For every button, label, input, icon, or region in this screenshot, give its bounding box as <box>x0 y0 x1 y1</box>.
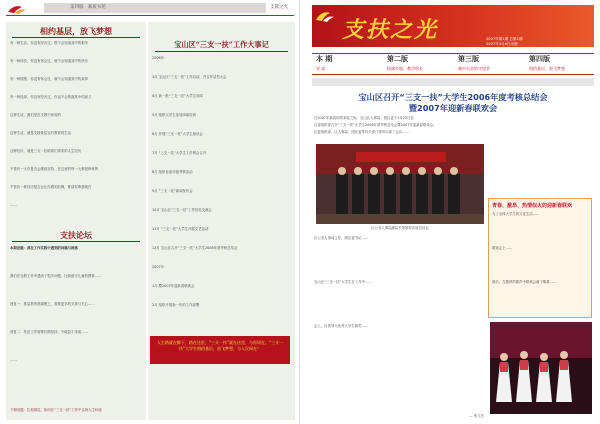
text-line: 有一种生活，你没有经历过，很不会知道其中的艰辛 <box>10 41 88 45</box>
text-line: 这种经历，就是三支一扶给我们带来的人生经历 <box>10 149 82 153</box>
text-line: 区委组织部召开“三支一扶”大学生2006年度考核总结会暨2007年迎新春联欢会。 <box>314 123 437 127</box>
text-line: 有一种体验，你没有体会过，就不会知道其中的快乐 <box>10 59 88 63</box>
forum-footer: 下期话题：扎根基层，如何在“三支一扶”工作中实现人生价值 <box>10 408 102 412</box>
headline-line-2: 暨2007年迎新春联欢会 <box>408 103 498 113</box>
text-line: 有一种情感，你没有体会过，就不会知道其中的真挚 <box>10 77 88 81</box>
publish-date: 2007年3月6日出版 <box>486 42 518 46</box>
text-line: 5月 组织大学生参加岗前培训 <box>152 113 196 117</box>
group-photo <box>316 144 484 224</box>
toc-item-label: 本 期 <box>316 54 333 63</box>
toc-item-label: 第二版 <box>387 54 408 63</box>
news-header-bar <box>312 78 594 86</box>
toc-item-subtitle: 导 读 <box>316 66 326 71</box>
text-line: 会上，区领导为优秀大学生颁奖…… <box>314 324 369 328</box>
text-line: 10月 宝山区“三支一扶”工作经验交流会 <box>152 208 212 212</box>
text-line: 区委组织部、区人事局、团区委等有关部门领导出席了会议…… <box>314 130 409 134</box>
text-line: 我们在支教工作中遇到了很多问题，比如留守儿童的教育…… <box>10 274 102 278</box>
toc-item[interactable] <box>529 54 599 74</box>
promo-text: 人生路就在脚下，路在这里，“三支一扶”就在这里，与你同在。“三支一扶”大学生相约基层，放飞梦想，与人民同在！ <box>156 340 284 351</box>
text-line: 4月 新一批“三支一扶”大学生到岗 <box>152 94 203 98</box>
toc-item-subtitle: 相约基层，放飞梦想 <box>529 66 565 71</box>
issue-number: 2007年第1期 总第1期 <box>486 37 523 41</box>
toc-item[interactable] <box>387 54 457 74</box>
text-line: 11月 “三支一扶”大学生开展文艺活动 <box>152 227 209 231</box>
left-column-title: 相约基层，放飞梦想 <box>40 26 112 36</box>
text-line: 这种生活，就是支援基层农村教育的生活 <box>10 131 72 135</box>
toc-item[interactable] <box>316 54 386 74</box>
toc-item-subtitle: 情满乡镇，教学相长 <box>387 66 423 71</box>
text-line: 12月 宝山区召开“三支一扶”大学生2006年度考核总结会 <box>152 246 238 250</box>
section-label: 第四版 · 素质书苑 <box>70 5 106 10</box>
text-line: …… <box>10 358 17 362</box>
header-rule <box>6 15 294 16</box>
text-line: 1月 暨2007年迎新春联欢会 <box>152 284 195 288</box>
text-line: 2006年： <box>152 56 168 60</box>
text-line: 为了全体大学生的文化生活…… <box>492 212 540 216</box>
text-line: 6月 开展“三支一扶”大学生座谈会 <box>152 132 203 136</box>
text-line: 7月 “三支一扶”大学生工作例会召开 <box>152 151 207 155</box>
text-line: 8月 组织参加市级考核活动 <box>152 170 193 174</box>
timeline-title: 宝山区“三支一扶”工作大事记 <box>174 40 269 49</box>
text-line: 本期论题：我在工作实践中遇到的问题与困惑 <box>10 246 78 250</box>
text-line: 不管有一天你是否会继续坚持，在这里的每一天都是珍贵的 <box>10 167 99 171</box>
masthead-logo-icon <box>315 9 335 23</box>
toc-item-label: 第三版 <box>458 54 479 63</box>
toc-item[interactable] <box>458 54 528 74</box>
byline: — 张文杰 <box>469 414 484 418</box>
right-page <box>300 0 600 424</box>
text-line: 宝山区“三支一扶”大学生在工作中…… <box>314 280 372 284</box>
toc-item-label: 第四版 <box>529 54 550 63</box>
text-line: 区公务人事局主任，团区委书记…… <box>314 236 369 240</box>
forum-divider <box>12 241 140 242</box>
text-line: 2月 组织开展新一年的工作部署 <box>152 303 200 307</box>
text-line: 3月 宝山区“三支一扶”工作启动，并召开动员大会 <box>152 75 227 79</box>
photo-caption: 区公务人事局副局长等领导出席总结会 <box>371 226 429 230</box>
text-line: 在2007年新春即将来临之际，宝山区人事局、团区委于1月25日在 <box>314 116 414 120</box>
toc-items <box>312 54 594 74</box>
text-line: 回复二：扶贫工作需要长期坚持，不能急于求成…… <box>10 330 88 334</box>
text-line: 不管有一种经历是否会让你感到后悔，都请你珍惜现在 <box>10 185 92 189</box>
text-line: 回复一：基层教育资源匮乏，需要更多的支持与关心…… <box>10 302 95 306</box>
sidebar-title: 青春、激昂、热情似火的迎新春联欢 <box>492 203 573 209</box>
text-line: 最后，在激昂的歌声中联欢会落下帷幕…… <box>492 280 557 284</box>
forum-title: 支扶论坛 <box>60 230 92 240</box>
text-line: 2007年： <box>152 265 168 269</box>
title-divider <box>12 37 140 38</box>
text-line: 9月 “三支一扶”新闻发布会 <box>152 189 193 193</box>
headline-line-1: 宝山区召开“三支一扶”大学生2006年度考核总结会 <box>358 92 548 102</box>
masthead-title: 支扶之光 <box>342 17 439 43</box>
timeline-divider <box>155 51 288 52</box>
text-line: …… <box>10 203 17 207</box>
performance-photo <box>490 322 592 414</box>
text-line: 这种生活，我们是在支教中体验的 <box>10 113 61 117</box>
text-line: 联欢会上…… <box>492 246 513 250</box>
page-label: 支教之光 <box>270 5 288 10</box>
toc-item-subtitle: 城中夫贫的守望者 <box>458 66 490 71</box>
text-line: 有一种选择，你没有经历过，你也不会知道其中的意义 <box>10 95 92 99</box>
masthead-logo-icon <box>6 3 28 15</box>
